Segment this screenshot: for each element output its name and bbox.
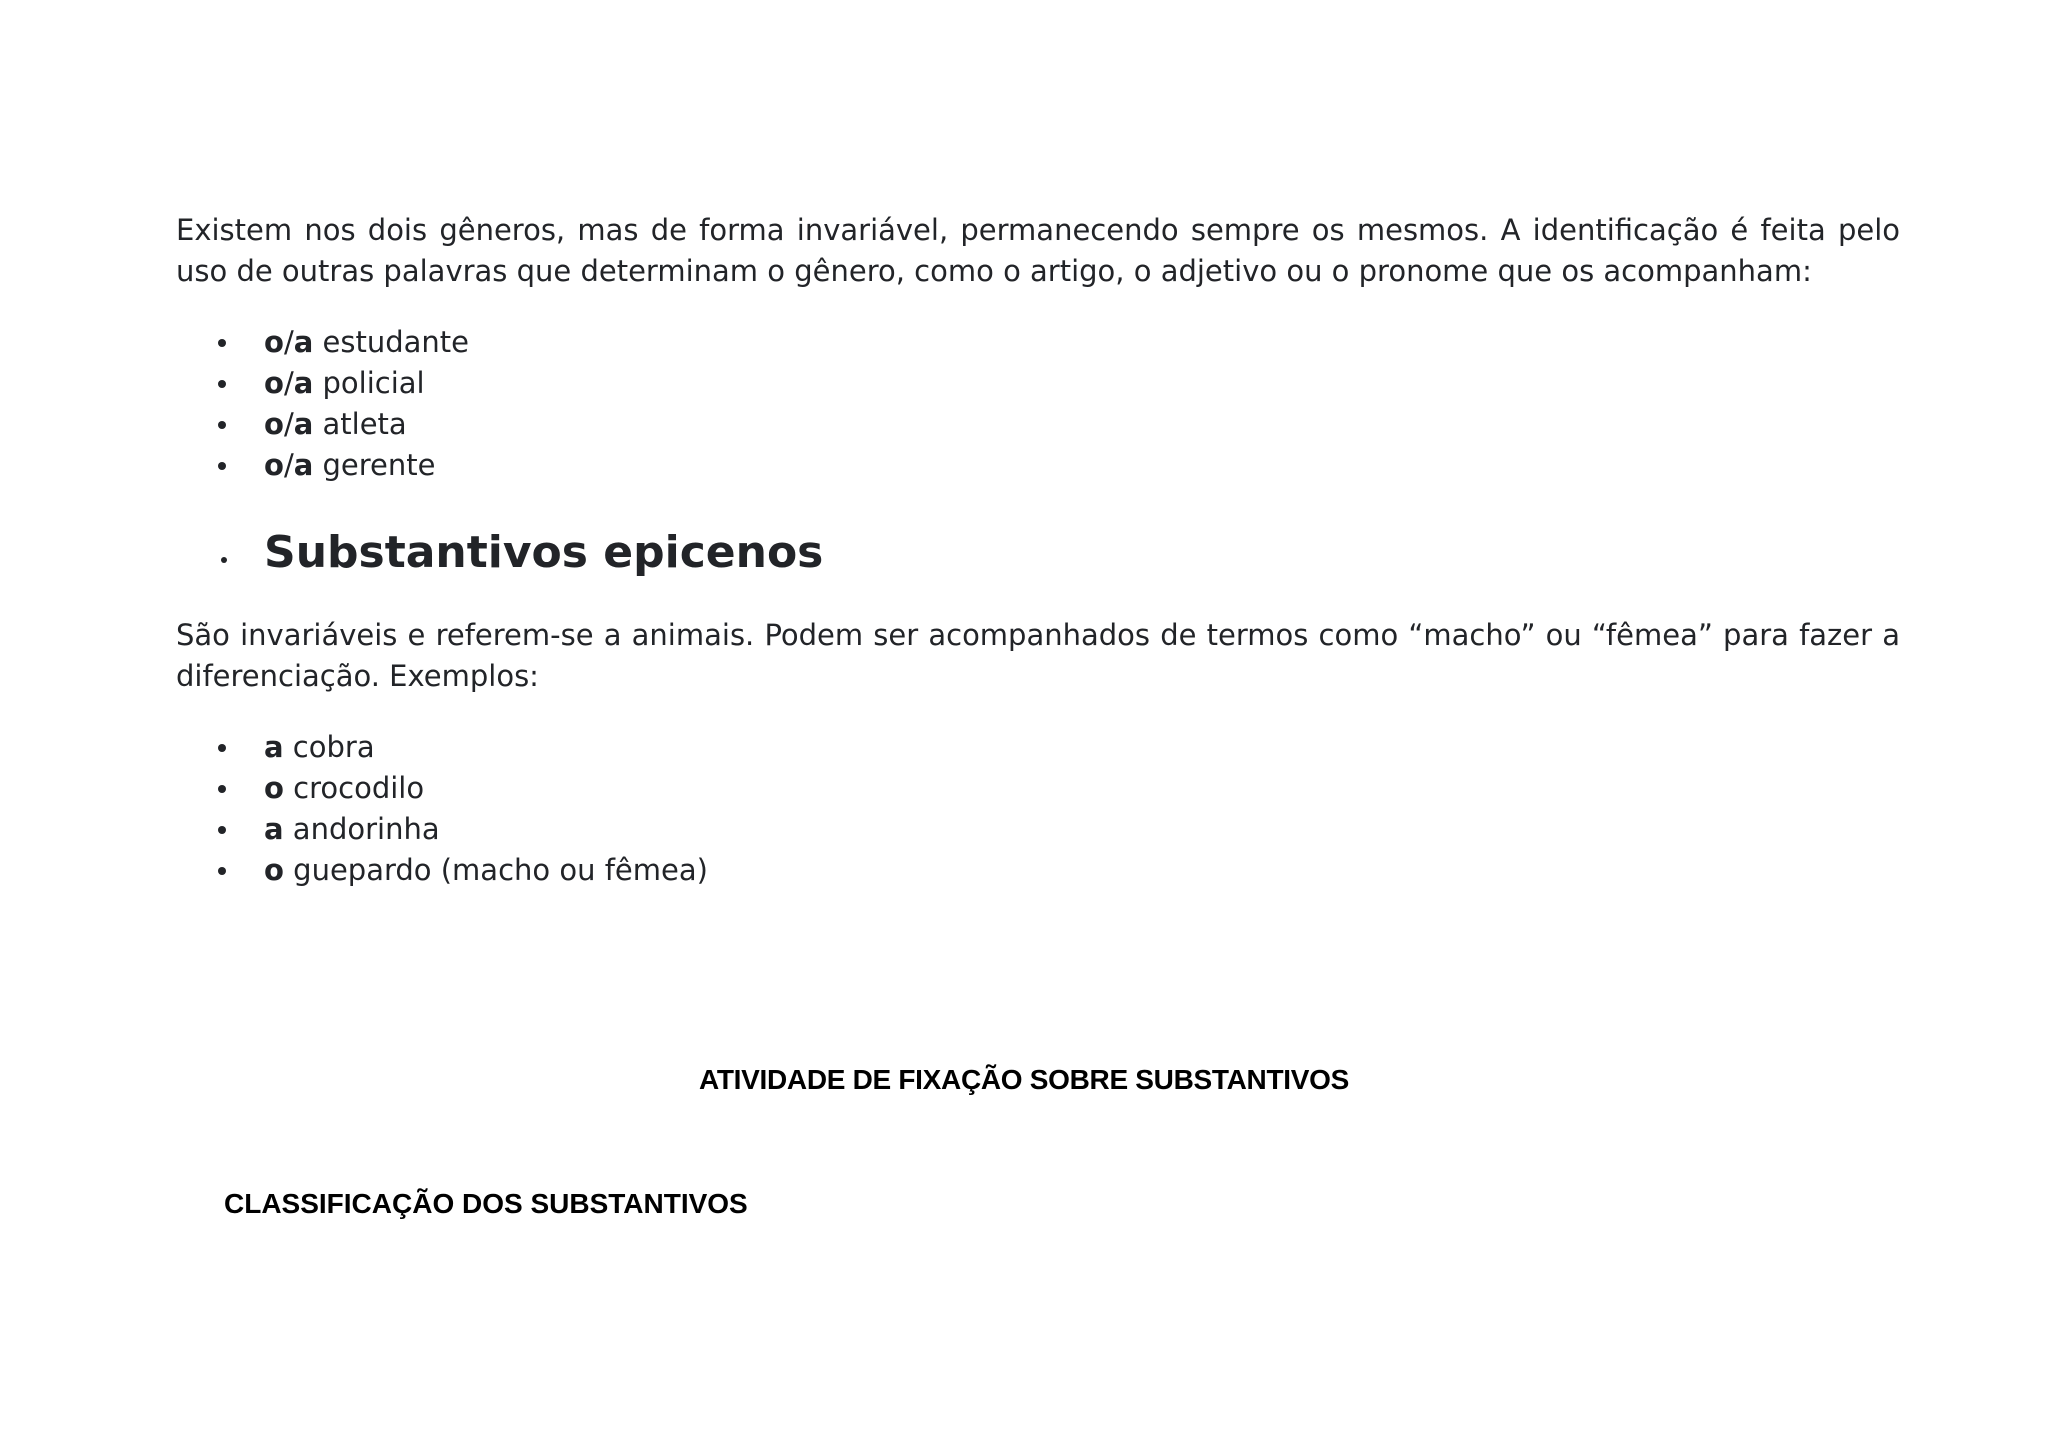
bullet-icon: [218, 826, 226, 834]
bullet-icon: [218, 867, 226, 875]
activity-title: ATIVIDADE DE FIXAÇÃO SOBRE SUBSTANTIVOS: [699, 1064, 1349, 1095]
list-item: o/a policial: [176, 363, 469, 404]
bullet-icon: [218, 462, 226, 470]
section-heading: Substantivos epicenos: [264, 527, 824, 578]
section-title: CLASSIFICAÇÃO DOS SUBSTANTIVOS: [224, 1188, 748, 1219]
list-item: a cobra: [176, 727, 708, 768]
epicenos-list: [176, 727, 708, 891]
intro-paragraph: Existem nos dois gêneros, mas de forma invariável, permanecendo sempre os mesmos. A identificação é feita pelo uso de outras palavras que determinam o gênero, como o artigo, o adjetivo ou o pronome que os acompanham:: [176, 213, 1900, 288]
list-item: o/a estudante: [176, 322, 469, 363]
bullet-icon: [218, 421, 226, 429]
bullet-icon: [218, 785, 226, 793]
bullet-icon: [218, 744, 226, 752]
bullet-icon: [218, 380, 226, 388]
list-item: o/a gerente: [176, 445, 469, 486]
bullet-icon: [221, 557, 227, 563]
bullet-icon: [218, 339, 226, 347]
comuns-list: [176, 322, 469, 486]
list-item: o guepardo (macho ou fêmea): [176, 850, 708, 891]
epicenos-heading-item: [176, 520, 823, 586]
list-item: o crocodilo: [176, 768, 708, 809]
list-item: o/a atleta: [176, 404, 469, 445]
list-item: a andorinha: [176, 809, 708, 850]
epicenos-paragraph: São invariáveis e referem-se a animais. Podem ser acompanhados de termos como “macho” ou “fêmea” para fazer a diferenciação. Exemplos:: [176, 618, 1900, 693]
